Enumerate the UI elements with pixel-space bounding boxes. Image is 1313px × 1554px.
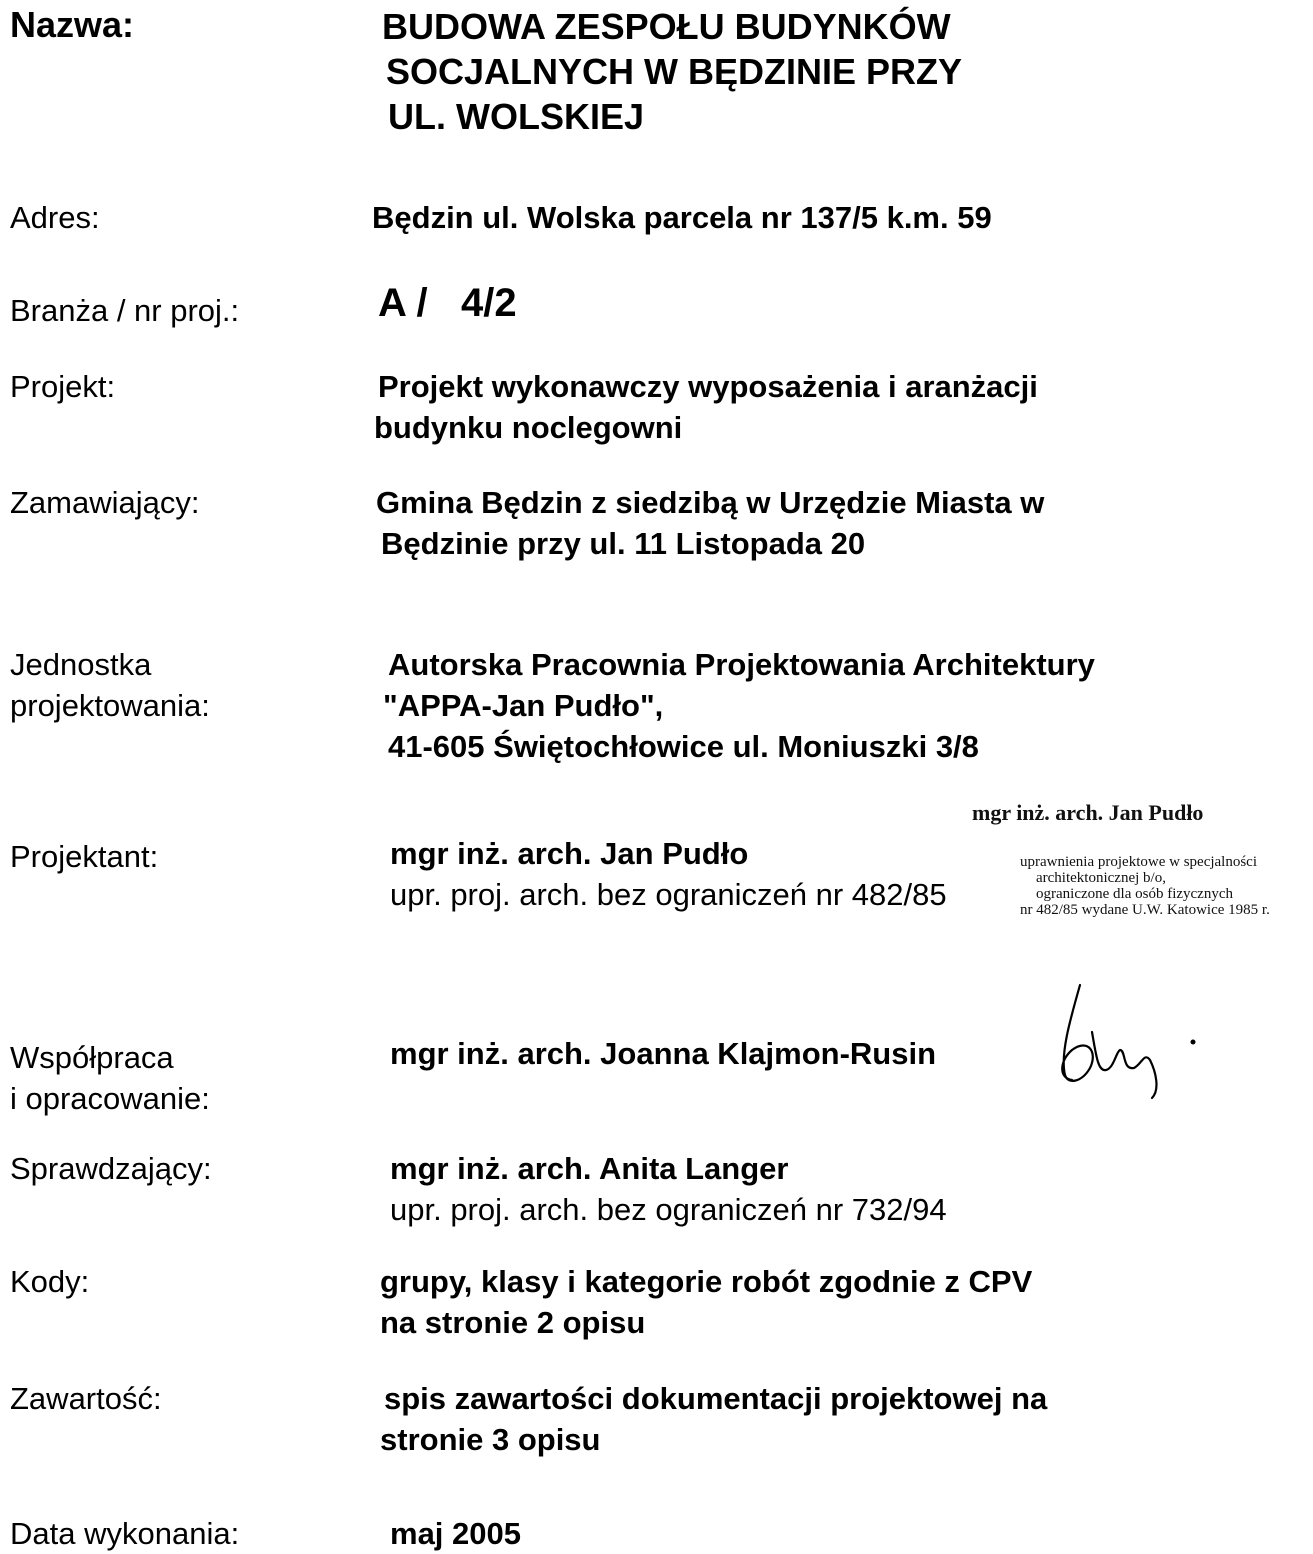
zamawiajacy-line-1: Gmina Będzin z siedzibą w Urzędzie Miasta w (376, 485, 1045, 520)
label-adres: Adres: (10, 200, 100, 235)
kody-line-2: na stronie 2 opisu (380, 1305, 646, 1340)
stamp-line-1: uprawnienia projektowe w specjalności (1020, 854, 1258, 870)
value-kody (380, 1261, 1032, 1343)
stamp-line-2: architektonicznej b/o, (1036, 870, 1166, 886)
zawartosc-line-2: stronie 3 opisu (380, 1422, 601, 1457)
zawartosc-line-1: spis zawartości dokumentacji projektowej na (384, 1381, 1048, 1416)
value-adres: Będzin ul. Wolska parcela nr 137/5 k.m. 59 (372, 200, 992, 235)
stamp-line-4: nr 482/85 wydane U.W. Katowice 1985 r. (1020, 902, 1270, 918)
label-branza: Branża / nr proj.: (10, 293, 240, 328)
label-projekt: Projekt: (10, 369, 116, 404)
label-zamawiajacy: Zamawiający: (10, 485, 200, 520)
value-wspolpraca: mgr inż. arch. Joanna Klajmon-Rusin (390, 1036, 937, 1071)
stamp-line-3: ograniczone dla osób fizycznych (1036, 886, 1233, 902)
label-zawartosc: Zawartość: (10, 1381, 162, 1416)
projekt-line-1: Projekt wykonawczy wyposażenia i aranżacji (378, 369, 1038, 404)
label-jednostka (10, 644, 210, 726)
projektant-permit: upr. proj. arch. bez ograniczeń nr 482/85 (390, 877, 947, 912)
label-data: Data wykonania: (10, 1516, 240, 1551)
value-projekt (374, 366, 1038, 448)
jednostka-label-line-2: projektowania: (10, 688, 210, 723)
label-kody: Kody: (10, 1264, 90, 1299)
value-zamawiajacy (376, 482, 1044, 564)
value-projektant (390, 833, 947, 915)
signature-mark (1010, 960, 1230, 1100)
nazwa-line-1: BUDOWA ZESPOŁU BUDYNKÓW (382, 6, 951, 47)
value-branza: A / 4/2 (378, 281, 517, 325)
sprawdzajacy-permit: upr. proj. arch. bez ograniczeń nr 732/94 (390, 1192, 947, 1227)
value-nazwa (382, 4, 962, 139)
label-nazwa: Nazwa: (10, 4, 135, 45)
wspolpraca-label-line-1: Współpraca (10, 1040, 174, 1075)
jednostka-line-3: 41-605 Świętochłowice ul. Moniuszki 3/8 (388, 729, 979, 764)
jednostka-line-1: Autorska Pracownia Projektowania Architektury (388, 647, 1095, 682)
jednostka-line-2: "APPA-Jan Pudło", (383, 688, 664, 723)
zamawiajacy-line-2: Będzinie przy ul. 11 Listopada 20 (381, 526, 866, 561)
kody-line-1: grupy, klasy i kategorie robót zgodnie z CPV (380, 1264, 1033, 1299)
value-zawartosc (380, 1378, 1048, 1460)
sprawdzajacy-name: mgr inż. arch. Anita Langer (390, 1151, 789, 1186)
label-projektant: Projektant: (10, 839, 159, 874)
stamp-name: mgr inż. arch. Jan Pudło (972, 800, 1204, 825)
wspolpraca-label-line-2: i opracowanie: (10, 1081, 210, 1116)
nazwa-line-2: SOCJALNYCH W BĘDZINIE PRZY (386, 51, 963, 92)
label-wspolpraca (10, 1037, 210, 1119)
label-sprawdzajacy: Sprawdzający: (10, 1151, 212, 1186)
value-data: maj 2005 (390, 1516, 521, 1551)
value-sprawdzajacy (390, 1148, 947, 1230)
projekt-line-2: budynku noclegowni (374, 410, 683, 445)
jednostka-label-line-1: Jednostka (10, 647, 152, 682)
value-jednostka (383, 644, 1095, 767)
projektant-name: mgr inż. arch. Jan Pudło (390, 836, 749, 871)
nazwa-line-3: UL. WOLSKIEJ (388, 96, 645, 137)
